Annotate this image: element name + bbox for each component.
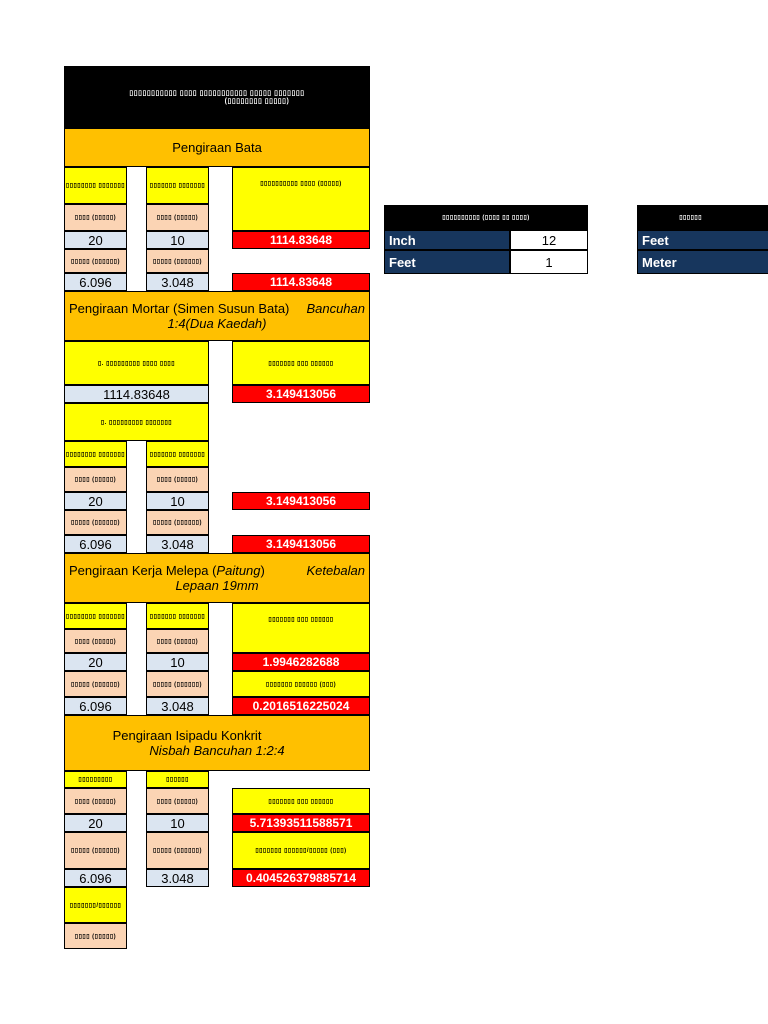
bata-meter-b-value: 3.048 [146,273,209,291]
konkrit-feet-b-input[interactable]: 10 [146,814,209,832]
konkrit-meter-b-value: 3.048 [146,869,209,887]
mortar-method1-label: ▯. ▯▯▯▯▯▯▯▯▯ ▯▯▯▯ ▯▯▯▯ [64,341,209,385]
mortar-heading-block [64,291,370,341]
mortar-subheading: 1:4(Dua Kaedah) [167,316,267,331]
mortar-label-a: ▯▯▯▯▯▯▯▯ ▯▯▯▯▯▯▯ [64,441,127,467]
bata-feet-a-input[interactable]: 20 [64,231,127,249]
conv1-row1-label: Inch [384,230,510,250]
bata-result-1: 1114.83648 [232,231,370,249]
melepa-heading-italic: Paitung [216,563,261,578]
mortar-heading: Pengiraan Mortar (Simen Susun Bata) [69,301,290,316]
bata-unit-feet-b: ▯▯▯▯ (▯▯▯▯▯) [146,204,209,231]
mortar-meter-a-value: 6.096 [64,535,127,553]
conv1-header: ▯▯▯▯▯▯▯▯▯▯ (▯▯▯▯ ▯▯ ▯▯▯▯) [384,205,588,230]
melepa-heading-right: Ketebalan [306,563,365,578]
mortar-unit-meter-b: ▯▯▯▯▯ (▯▯▯▯▯▯) [146,510,209,535]
conv1-row1-value[interactable]: 12 [510,230,588,250]
melepa-result-2: 0.2016516225024 [232,697,370,715]
bata-result-label: ▯▯▯▯▯▯▯▯▯▯ ▯▯▯▯ (▯▯▯▯▯) [232,167,370,231]
konkrit-label-b: ▯▯▯▯▯▯ [146,771,209,788]
sheet-title-line2: (▯▯▯▯▯▯▯▯ ▯▯▯▯▯) [224,98,290,105]
konkrit-result-1: 5.71393511588571 [232,814,370,832]
melepa-meter-b-value: 3.048 [146,697,209,715]
conv1-row2-label: Feet [384,250,510,274]
mortar-feet-a-input[interactable]: 20 [64,492,127,510]
melepa-unit-meter-a: ▯▯▯▯▯ (▯▯▯▯▯▯) [64,671,127,697]
melepa-heading-block [64,553,370,603]
konkrit-result-2-label: ▯▯▯▯▯▯▯ ▯▯▯▯▯▯/▯▯▯▯▯ (▯▯▯) [232,832,370,869]
mortar-result-1: 3.149413056 [232,385,370,403]
mortar-feet-b-input[interactable]: 10 [146,492,209,510]
konkrit-unit-feet-a: ▯▯▯▯ (▯▯▯▯▯) [64,788,127,814]
melepa-label-b: ▯▯▯▯▯▯▯ ▯▯▯▯▯▯▯ [146,603,209,629]
konkrit-unit-meter-b: ▯▯▯▯▯ (▯▯▯▯▯▯) [146,832,209,869]
mortar-method2-label: ▯. ▯▯▯▯▯▯▯▯▯ ▯▯▯▯▯▯▯ [64,403,209,441]
mortar-unit-feet-b: ▯▯▯▯ (▯▯▯▯▯) [146,467,209,492]
melepa-feet-a-input[interactable]: 20 [64,653,127,671]
mortar-heading-right: Bancuhan [306,301,365,316]
konkrit-label-a: ▯▯▯▯▯▯▯▯▯ [64,771,127,788]
mortar-result-2: 3.149413056 [232,492,370,510]
conv2-row1-label: Feet [637,230,768,250]
bata-label-b: ▯▯▯▯▯▯▯ ▯▯▯▯▯▯▯ [146,167,209,204]
melepa-feet-b-input[interactable]: 10 [146,653,209,671]
bata-unit-feet-a: ▯▯▯▯ (▯▯▯▯▯) [64,204,127,231]
bata-result-2: 1114.83648 [232,273,370,291]
konkrit-unit-feet-b: ▯▯▯▯ (▯▯▯▯▯) [146,788,209,814]
konkrit-result-label: ▯▯▯▯▯▯▯ ▯▯▯ ▯▯▯▯▯▯ [232,788,370,814]
konkrit-subheading: Nisbah Bancuhan 1:2:4 [149,743,285,758]
mortar-unit-meter-a: ▯▯▯▯▯ (▯▯▯▯▯▯) [64,510,127,535]
melepa-heading [69,563,265,578]
conv2-row2-label: Meter [637,250,768,274]
melepa-label-a: ▯▯▯▯▯▯▯▯ ▯▯▯▯▯▯▯ [64,603,127,629]
sheet-title [64,66,370,128]
melepa-result-2-label: ▯▯▯▯▯▯▯ ▯▯▯▯▯▯ (▯▯▯) [232,671,370,697]
melepa-unit-feet-a: ▯▯▯▯ (▯▯▯▯▯) [64,629,127,653]
conv2-header: ▯▯▯▯▯▯ [637,205,768,230]
mortar-result-label: ▯▯▯▯▯▯▯ ▯▯▯ ▯▯▯▯▯▯ [232,341,370,385]
mortar-method1-value: 1114.83648 [64,385,209,403]
melepa-unit-feet-b: ▯▯▯▯ (▯▯▯▯▯) [146,629,209,653]
mortar-label-b: ▯▯▯▯▯▯▯ ▯▯▯▯▯▯▯ [146,441,209,467]
bata-label-a: ▯▯▯▯▯▯▯▯ ▯▯▯▯▯▯▯ [64,167,127,204]
conv1-row2-value[interactable]: 1 [510,250,588,274]
sheet-title-line1: ▯▯▯▯▯▯▯▯▯▯▯ ▯▯▯▯ ▯▯▯▯▯▯▯▯▯▯▯ ▯▯▯▯▯ ▯▯▯▯▯▯▯ [129,90,305,97]
mortar-meter-b-value: 3.048 [146,535,209,553]
konkrit-label-c: ▯▯▯▯▯▯▯/▯▯▯▯▯▯ [64,887,127,923]
melepa-heading-pre: Pengiraan Kerja Melepa ( [69,563,217,578]
melepa-result-1: 1.9946282688 [232,653,370,671]
konkrit-meter-a-value: 6.096 [64,869,127,887]
melepa-heading-post: ) [260,563,265,578]
melepa-result-label: ▯▯▯▯▯▯▯ ▯▯▯ ▯▯▯▯▯▯ [232,603,370,653]
konkrit-feet-a-input[interactable]: 20 [64,814,127,832]
mortar-unit-feet-a: ▯▯▯▯ (▯▯▯▯▯) [64,467,127,492]
melepa-meter-a-value: 6.096 [64,697,127,715]
konkrit-unit-meter-a: ▯▯▯▯▯ (▯▯▯▯▯▯) [64,832,127,869]
konkrit-result-2: 0.404526379885714 [232,869,370,887]
melepa-subheading: Lepaan 19mm [175,578,259,593]
bata-meter-a-value: 6.096 [64,273,127,291]
konkrit-heading: Pengiraan Isipadu Konkrit [112,728,262,743]
mortar-result-3: 3.149413056 [232,535,370,553]
konkrit-heading-block [64,715,370,771]
bata-unit-meter-b: ▯▯▯▯▯ (▯▯▯▯▯▯) [146,249,209,273]
bata-heading: Pengiraan Bata [64,128,370,167]
bata-feet-b-input[interactable]: 10 [146,231,209,249]
konkrit-unit-feet-c: ▯▯▯▯ (▯▯▯▯▯) [64,923,127,949]
bata-unit-meter-a: ▯▯▯▯▯ (▯▯▯▯▯▯) [64,249,127,273]
melepa-unit-meter-b: ▯▯▯▯▯ (▯▯▯▯▯▯) [146,671,209,697]
